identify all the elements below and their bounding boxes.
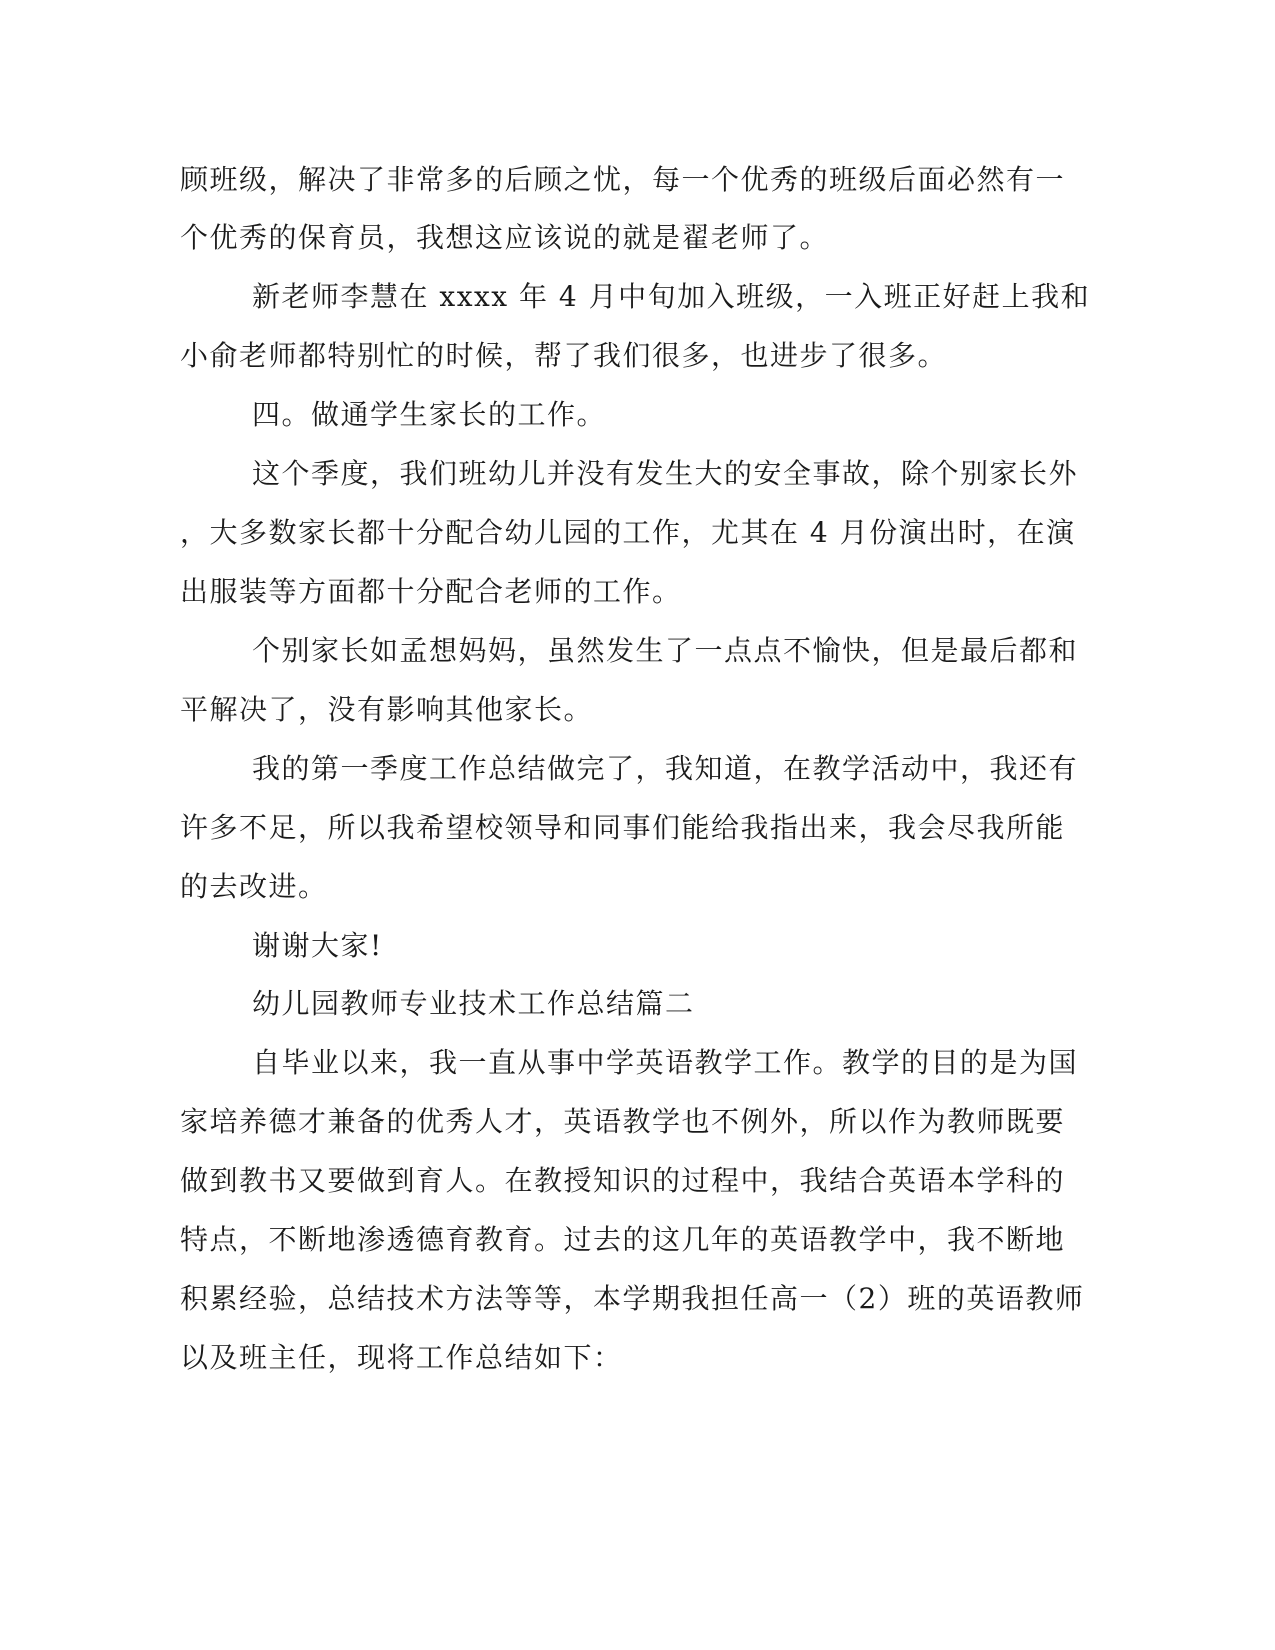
text-line: 个别家长如孟想妈妈，虽然发生了一点点不愉快，但是最后都和 — [252, 634, 1079, 667]
text-line: 以及班主任，现将工作总结如下： — [180, 1341, 623, 1374]
text-line: 个优秀的保育员，我想这应该说的就是翟老师了。 — [180, 221, 830, 254]
text-line: 的去改进。 — [180, 870, 328, 903]
text-line: 积累经验，总结技术方法等等，本学期我担任高一（2）班的英语教师 — [180, 1282, 1085, 1315]
text-line: 这个季度，我们班幼儿并没有发生大的安全事故，除个别家长外 — [252, 457, 1079, 490]
text-line: 我的第一季度工作总结做完了，我知道，在教学活动中，我还有 — [252, 752, 1079, 785]
text-line: 出服装等方面都十分配合老师的工作。 — [180, 575, 682, 608]
text-line: 谢谢大家! — [252, 929, 383, 962]
text-line: 做到教书又要做到育人。在教授知识的过程中，我结合英语本学科的 — [180, 1164, 1066, 1197]
article-title: 幼儿园教师专业技术工作总结篇二 — [252, 987, 695, 1020]
text-line: 平解决了，没有影响其他家长。 — [180, 693, 594, 726]
section-heading: 四。做通学生家长的工作。 — [252, 398, 607, 431]
text-line: 顾班级，解决了非常多的后顾之忧，每一个优秀的班级后面必然有一 — [180, 163, 1066, 196]
text-line: 家培养德才兼备的优秀人才，英语教学也不例外，所以作为教师既要 — [180, 1105, 1066, 1138]
text-line: 自毕业以来，我一直从事中学英语教学工作。教学的目的是为国 — [252, 1046, 1079, 1079]
text-line: 许多不足，所以我希望校领导和同事们能给我指出来，我会尽我所能 — [180, 811, 1066, 844]
text-line: 新老师李慧在 xxxx 年 4 月中旬加入班级，一入班正好赶上我和 — [252, 280, 1091, 313]
text-line: 特点，不断地渗透德育教育。过去的这几年的英语教学中，我不断地 — [180, 1223, 1066, 1256]
text-line: ，大多数家长都十分配合幼儿园的工作，尤其在 4 月份演出时，在演 — [180, 516, 1076, 549]
text-line: 小俞老师都特别忙的时候，帮了我们很多，也进步了很多。 — [180, 339, 948, 372]
